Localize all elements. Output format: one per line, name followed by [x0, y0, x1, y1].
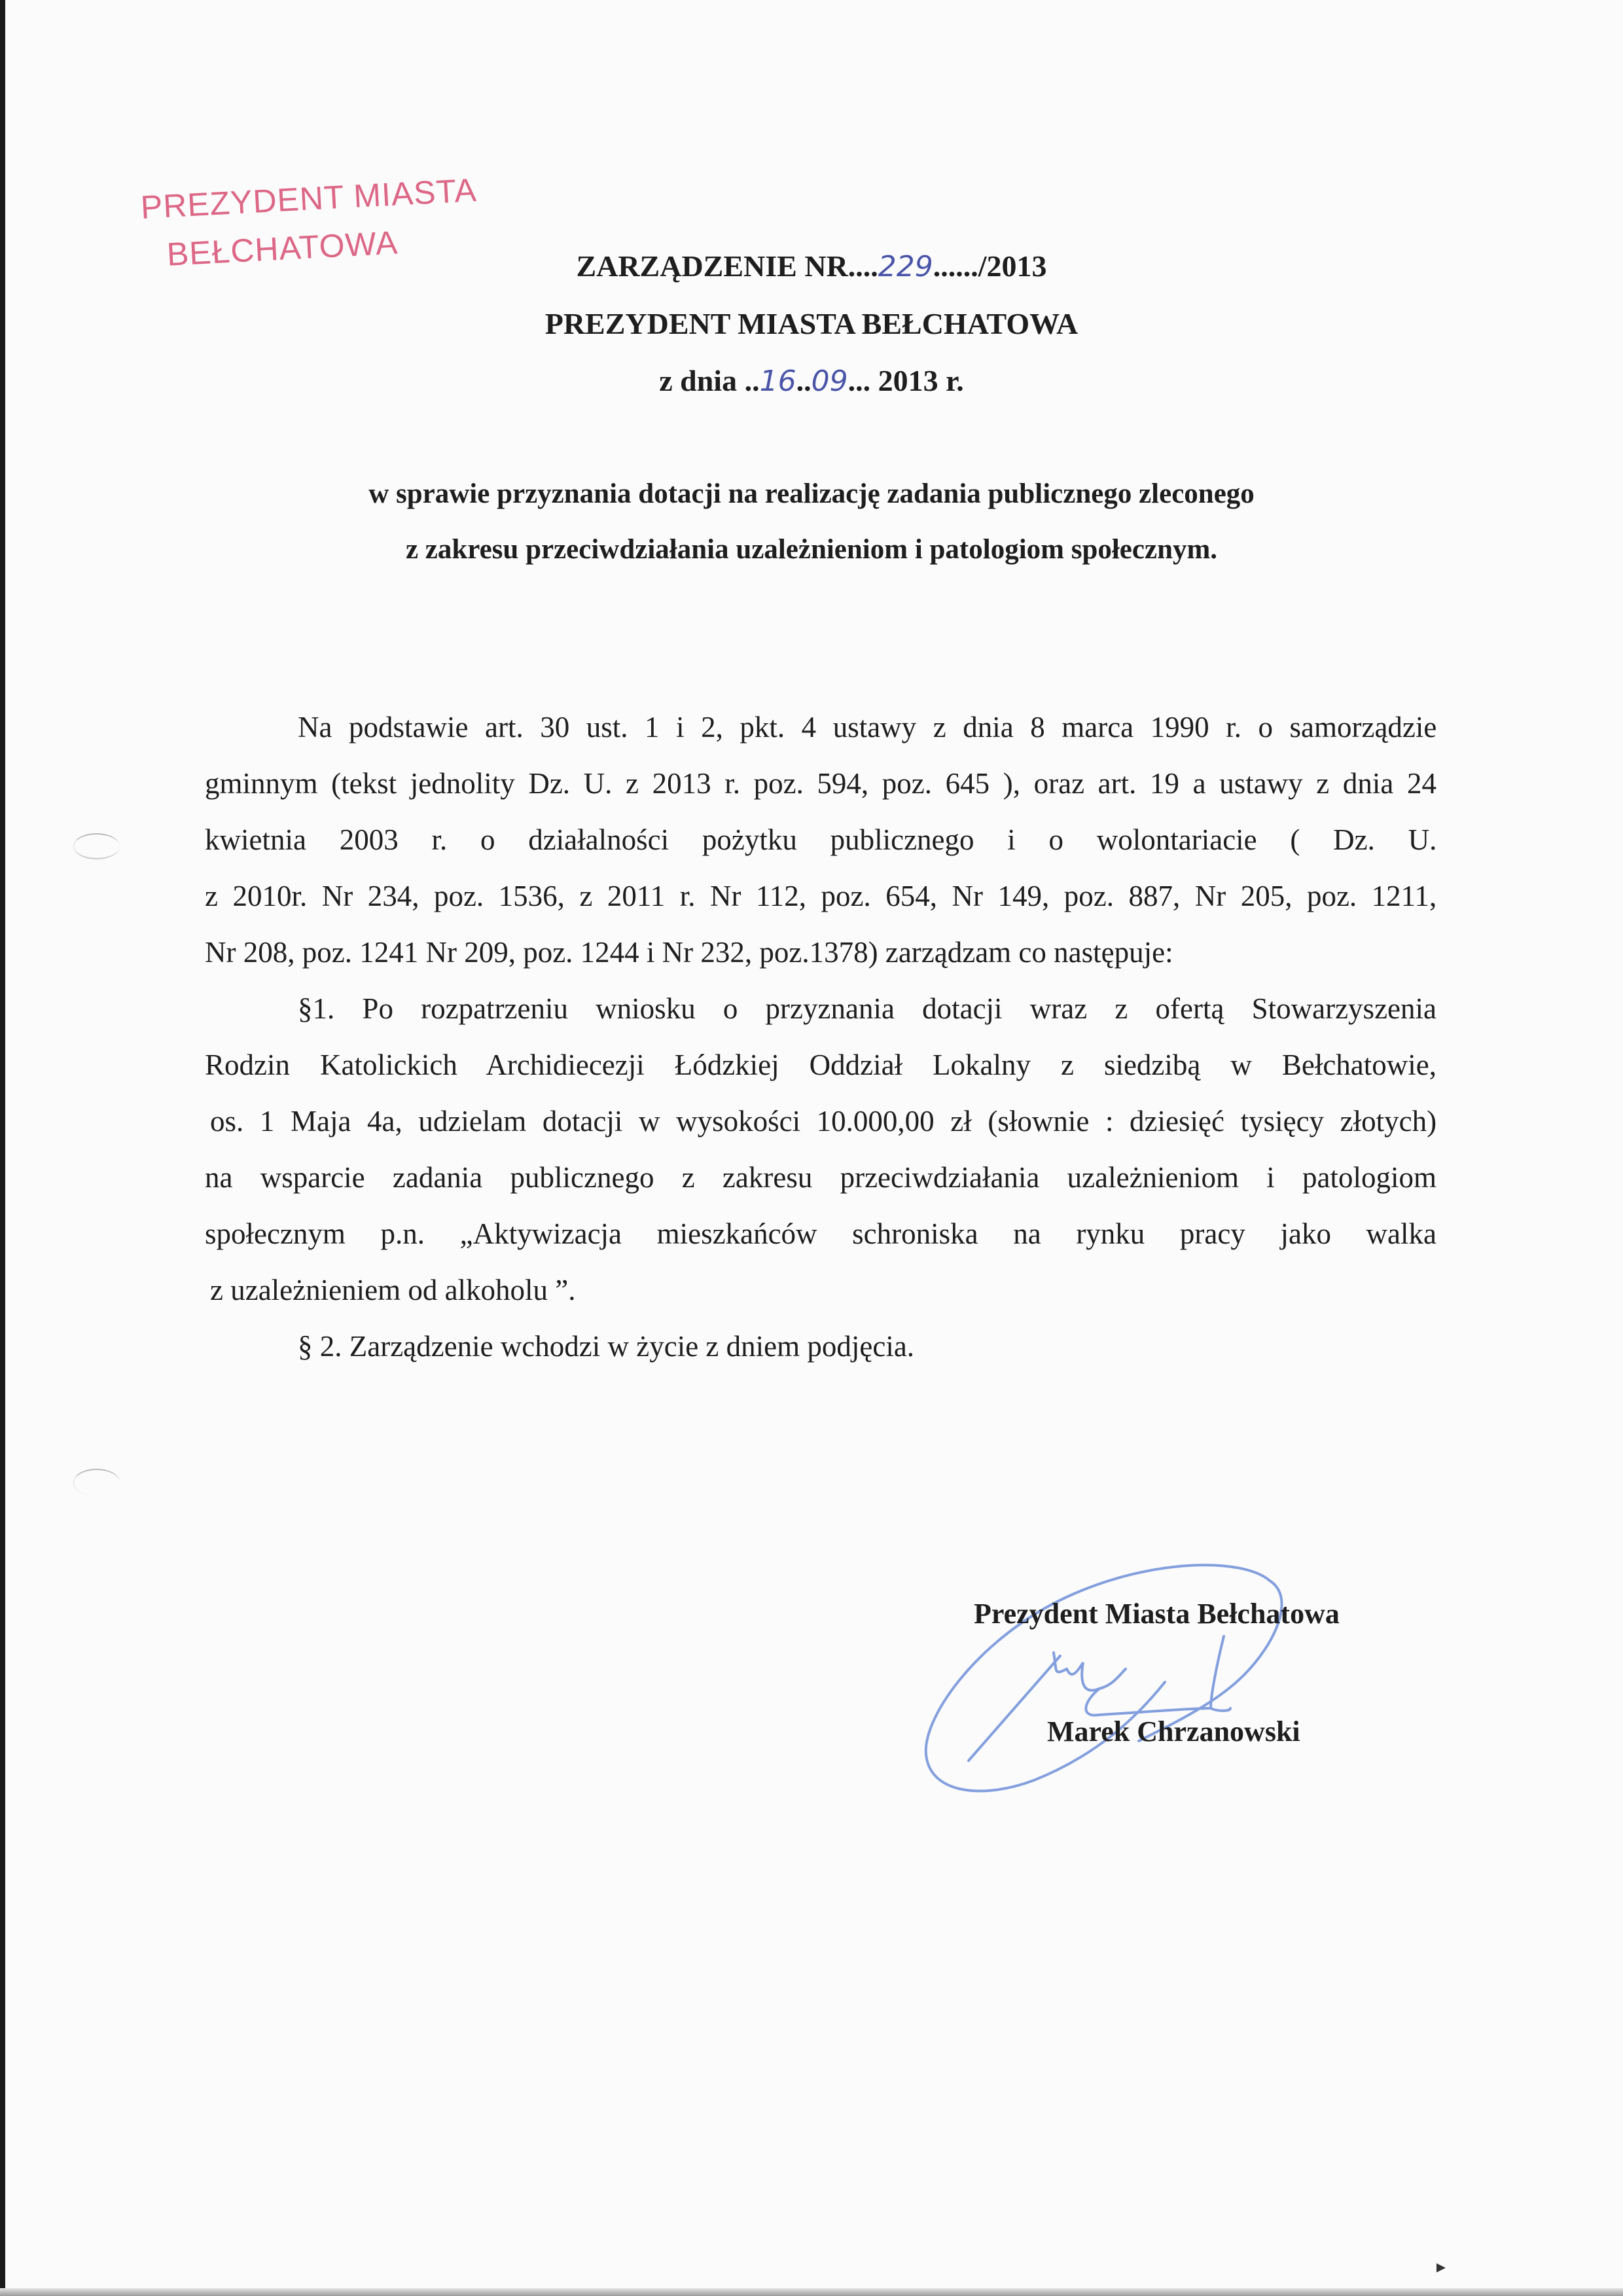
scan-artifact-mark	[1436, 2263, 1446, 2272]
scan-bottom-edge	[0, 2288, 1623, 2296]
handwritten-number: 229	[878, 250, 933, 283]
preamble-line: Na podstawie art. 30 ust. 1 i 2, pkt. 4 ustawy z dnia 8 marca 1990 r. o samorządzie	[298, 711, 1437, 744]
signature-initial-m-stroke	[1054, 1653, 1126, 1691]
signatory-title: Prezydent Miasta Bełchatowa	[974, 1598, 1340, 1630]
subject-line-2: z zakresu przeciwdziałania uzależnieniom i patologiom społecznym.	[405, 534, 1218, 565]
punch-hole-mark	[73, 1469, 120, 1496]
paragraph-2	[205, 1318, 1436, 1374]
document-date	[0, 363, 1623, 398]
title-suffix: ....../2013	[933, 249, 1047, 283]
handwritten-signature	[903, 1545, 1361, 1806]
preamble-line: z 2010r. Nr 234, poz. 1536, z 2011 r. Nr 112, poz. 654, Nr 149, poz. 887, Nr 205, poz. 1211,	[205, 880, 1437, 912]
preamble-line: kwietnia 2003 r. o działalności pożytku publicznego i o wolontariacie ( Dz. U.	[205, 823, 1437, 856]
title-prefix: ZARZĄDZENIE NR....	[576, 249, 878, 283]
paragraph-1-line: społecznym p.n. „Aktywizacja mieszkańców schroniska na rynku pracy jako walka	[205, 1217, 1436, 1250]
paragraph-1	[205, 980, 1436, 1318]
preamble	[205, 699, 1436, 980]
date-prefix: z dnia ..	[659, 364, 760, 397]
punch-hole-mark	[73, 833, 120, 859]
paragraph-2-text: § 2. Zarządzenie wchodzi w życie z dniem podjęcia.	[298, 1330, 915, 1363]
stamp-line-1: PREZYDENT MIASTA	[139, 171, 478, 226]
stamp-line-2: BEŁCHATOWA	[166, 224, 399, 273]
paragraph-1-line: os. 1 Maja 4a, udzielam dotacji w wysokości 10.000,00 zł (słownie : dziesięć tysięcy złotych)	[210, 1105, 1437, 1138]
signature-diagonal-stroke	[969, 1656, 1060, 1761]
preamble-line: gminnym (tekst jednolity Dz. U. z 2013 r. poz. 594, poz. 645 ), oraz art. 19 a ustawy z dnia 24	[205, 767, 1436, 800]
date-separator: ..	[796, 364, 812, 397]
document-issuer: PREZYDENT MIASTA BEŁCHATOWA	[544, 307, 1079, 340]
date-suffix: ... 2013 r.	[847, 364, 964, 397]
preamble-line: Nr 208, poz. 1241 Nr 209, poz. 1244 i Nr 232, poz.1378) zarządzam co następuje:	[205, 936, 1173, 969]
paragraph-1-line: §1. Po rozpatrzeniu wniosku o przyznania dotacji wraz z ofertą Stowarzyszenia	[298, 992, 1436, 1025]
paragraph-1-line: na wsparcie zadania publicznego z zakresu przeciwdziałania uzależnieniom i patologiom	[205, 1161, 1437, 1194]
scan-binding-edge	[0, 0, 5, 2296]
handwritten-month: 09	[811, 365, 848, 398]
paragraph-1-line: Rodzin Katolickich Archidiecezji Łódzkiej Oddział Lokalny z siedzibą w Bełchatowie,	[205, 1049, 1436, 1081]
document-title	[0, 249, 1623, 283]
paragraph-1-line: z uzależnieniem od alkoholu ”.	[210, 1274, 576, 1306]
handwritten-day: 16	[759, 365, 796, 398]
signatory-name: Marek Chrzanowski	[1047, 1715, 1300, 1748]
subject-line-1: w sprawie przyznania dotacji na realizację zadania publicznego zleconego	[368, 478, 1255, 509]
